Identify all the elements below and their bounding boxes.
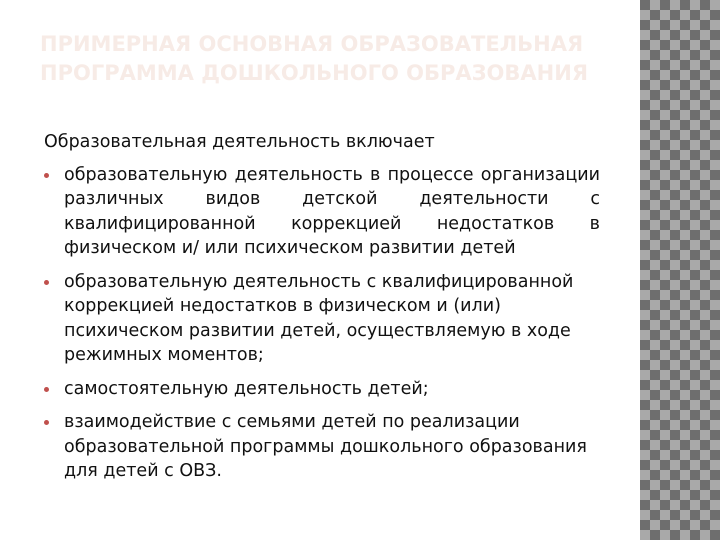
bullet-text: образовательную деятельность с квалифицированной коррекцией недостатков в физическом и (или) психическом развитии детей, осуществляемую в ходе режимных моментов;	[64, 271, 574, 365]
decorative-checker-strip	[640, 0, 720, 540]
bullet-dot-icon	[44, 387, 49, 392]
list-item	[44, 377, 600, 402]
bullet-text: образовательную деятельность в процессе организации различных видов детской деятельности с квалифицированной коррекцией недостатков в физическом и/ или психическом развитии детей	[64, 164, 600, 258]
bullet-text: взаимодействие с семьями детей по реализации образовательной программы дошкольного образования для детей с ОВЗ.	[64, 412, 587, 481]
list-item	[44, 163, 600, 261]
list-item	[44, 270, 600, 368]
bullet-dot-icon	[44, 420, 49, 425]
bullet-list	[44, 163, 600, 484]
bullet-dot-icon	[44, 280, 49, 285]
slide-title: ПРИМЕРНАЯ ОСНОВНАЯ ОБРАЗОВАТЕЛЬНАЯ ПРОГРАММА ДОШКОЛЬНОГО ОБРАЗОВАНИЯ	[40, 32, 588, 85]
bullet-dot-icon	[44, 173, 49, 178]
slide-content	[44, 130, 600, 493]
list-item	[44, 410, 600, 484]
intro-text: Образовательная деятельность включает	[44, 132, 435, 152]
bullet-text: самостоятельную деятельность детей;	[64, 378, 429, 399]
